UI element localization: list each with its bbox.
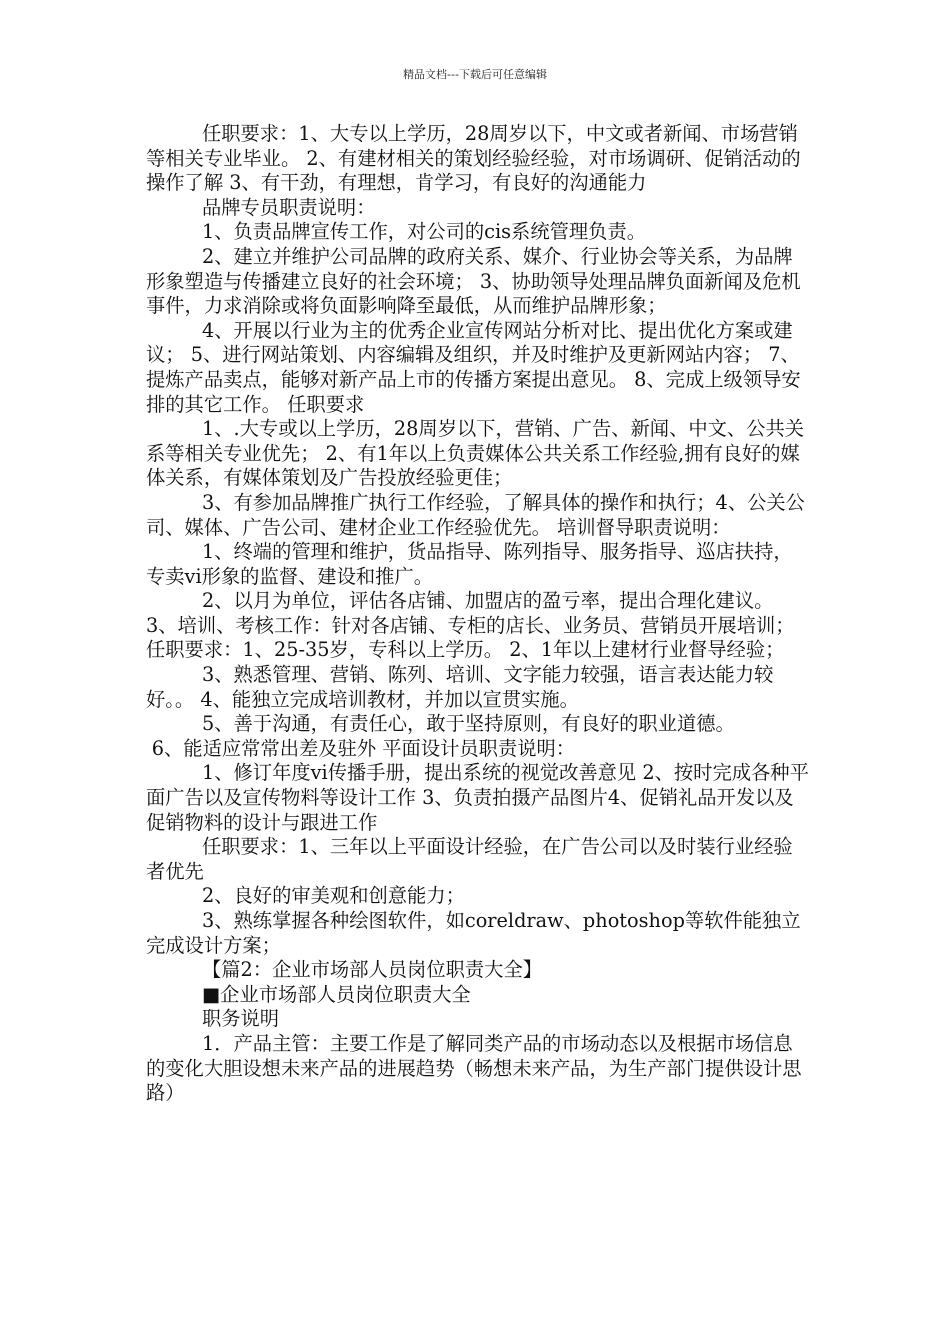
- paragraph: 2、以月为单位，评估各店铺、加盟店的盈亏率，提出合理化建议。 3、培训、考核工作：针对各店铺、专柜的店长、业务员、营销员开展培训；任职要求：1、25-35岁，专科以上学历。 2、1年以上建材行业督导经验；: [146, 589, 795, 662]
- paragraph: 任职要求：1、三年以上平面设计经验，在广告公司以及时装行业经验者优先: [146, 835, 793, 883]
- page-header: 精品文档---下载后可任意编辑: [403, 68, 547, 81]
- paragraph: 4、开展以行业为主的优秀企业宣传网站分析对比、提出优化方案或建议； 5、进行网站策划、内容编辑及组织，并及时维护及更新网站内容； 7、提炼产品卖点，能够对新产品上市的传播方案提出意见。 8、完成上级领导安排的其它工作。 任职要求: [146, 318, 801, 416]
- paragraph: 品牌专员职责说明：: [201, 195, 376, 219]
- paragraph: 3、熟练掌握各种绘图软件，如coreldraw、photoshop等软件能独立完成设计方案；: [146, 909, 801, 957]
- paragraph: 1．产品主管：主要工作是了解同类产品的市场动态以及根据市场信息的变化大胆设想未来产品的进展趋势（畅想未来产品，为生产部门提供设计思路）: [146, 1031, 802, 1105]
- paragraph: 5、善于沟通，有责任心，敢于坚持原则，有良好的职业道德。: [201, 712, 735, 736]
- paragraph: 1、终端的管理和维护，货品指导、陈列指导、服务指导、巡店扶持，专卖vi形象的监督、建设和推广。: [146, 540, 793, 588]
- paragraph: 1、.大专或以上学历，28周岁以下，营销、广告、新闻、中文、公共关系等相关专业优先； 2、有1年以上负责媒体公共关系工作经验,拥有良好的媒体关系，有媒体策划及广告投放经验更佳；: [146, 417, 805, 490]
- paragraph: 2、建立并维护公司品牌的政府关系、媒介、行业协会等关系，为品牌形象塑造与传播建立良好的社会环境； 3、协助领导处理品牌负面新闻及危机事件，力求消除或将负面影响降至最低，从而维护品牌形象；: [146, 244, 801, 318]
- paragraph: 任职要求：1、大专以上学历，28周岁以下，中文或者新闻、市场营销等相关专业毕业。 2、有建材相关的策划经验经验，对市场调研、促销活动的操作了解 3、有干劲，有理想，肯学习，有良好的沟通能力: [146, 122, 801, 195]
- paragraph: 3、有参加品牌推广执行工作经验，了解具体的操作和执行；4、公关公司、媒体、广告公司、建材企业工作经验优先。 培训督导职责说明：: [146, 490, 805, 539]
- paragraph: 1、负责品牌宣传工作，对公司的cis系统管理负责。: [201, 220, 647, 244]
- section-heading: 【篇2：企业市场部人员岗位职责大全】: [201, 958, 543, 982]
- section-title: ■企业市场部人员岗位职责大全: [201, 982, 471, 1006]
- paragraph: 3、熟悉管理、营销、陈列、培训、文字能力较强，语言表达能力较好。。 4、能独立完成培训教材，并加以宣贯实施。: [146, 663, 774, 711]
- paragraph: 1、修订年度vi传播手册，提出系统的视觉改善意见 2、按时完成各种平面广告以及宣传物料等设计工作 3、负责拍摄产品图片4、促销礼品开发以及促销物料的设计与跟进工作: [146, 761, 809, 834]
- subsection-title: 职务说明: [201, 1007, 280, 1031]
- paragraph: 2、良好的审美观和创意能力；: [201, 884, 465, 908]
- paragraph: 6、能适应常常出差及驻外 平面设计员职责说明：: [151, 736, 576, 760]
- document-body: [146, 122, 810, 1106]
